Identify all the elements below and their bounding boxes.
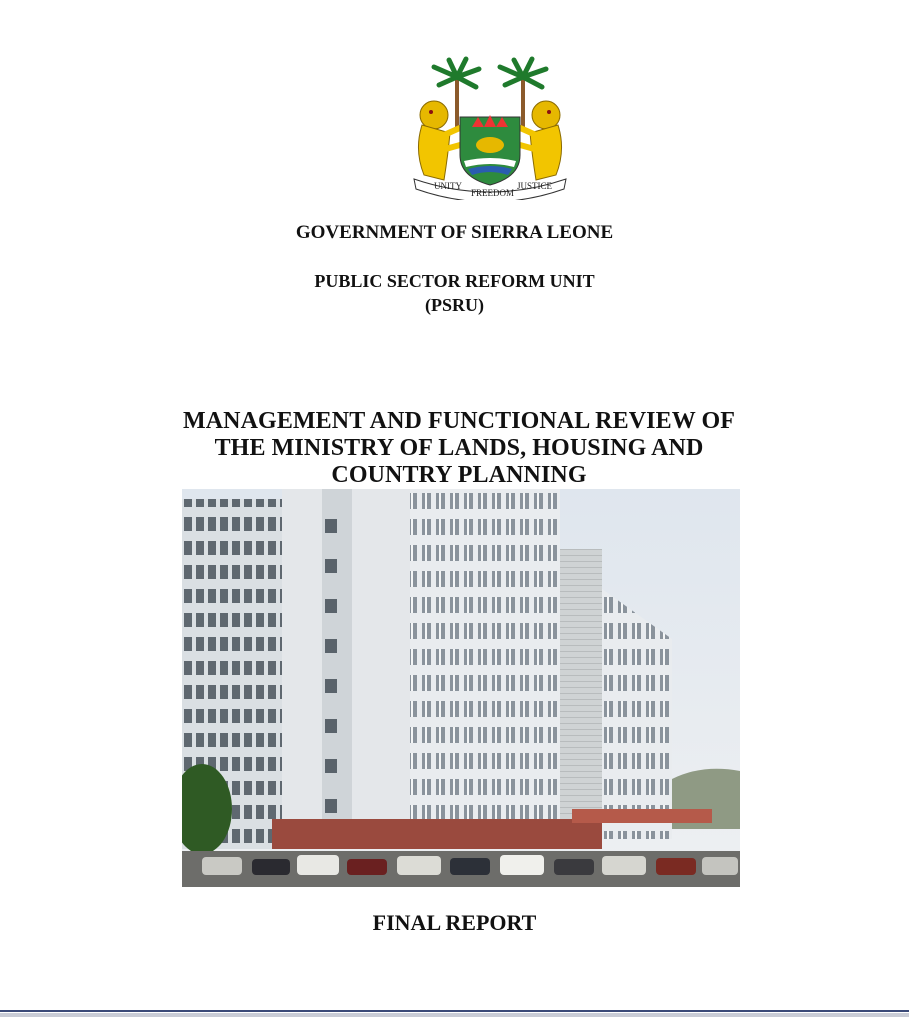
shield	[460, 115, 520, 185]
motto-center-text: FREEDOM	[471, 188, 515, 198]
ministry-building-photo	[182, 489, 740, 887]
motto-right-text: JUSTICE	[517, 181, 553, 191]
unit-heading: PUBLIC SECTOR REFORM UNIT	[314, 271, 595, 291]
footer-rule	[0, 1010, 909, 1012]
footer-band	[0, 1013, 909, 1017]
coat-of-arms	[404, 55, 576, 200]
unit-abbreviation: (PSRU)	[425, 295, 484, 315]
report-title: MANAGEMENT AND FUNCTIONAL REVIEW OF THE MINISTRY OF LANDS, HOUSING AND COUNTRY PLANNING	[183, 408, 735, 488]
motto-left-text: UNITY	[434, 181, 462, 191]
government-heading: GOVERNMENT OF SIERRA LEONE	[295, 222, 614, 243]
final-report-label: FINAL REPORT	[372, 910, 537, 935]
